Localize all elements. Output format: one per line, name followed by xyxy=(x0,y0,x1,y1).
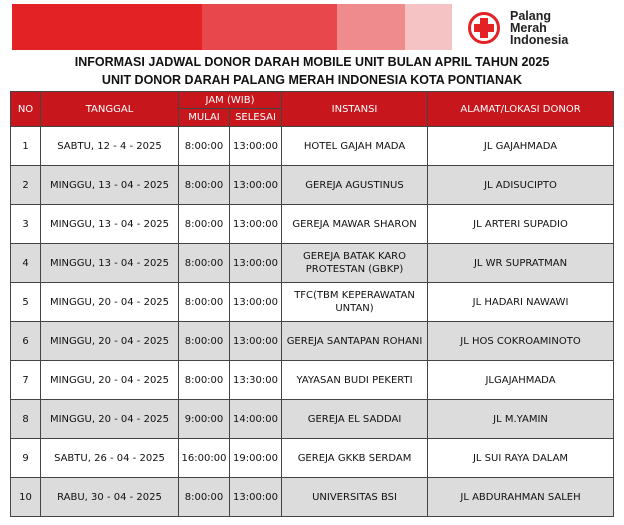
logo-line-2: Merah xyxy=(510,21,547,35)
table-row xyxy=(11,361,614,400)
banner-block-3 xyxy=(337,4,405,50)
cell-mulai: 9:00:00 xyxy=(179,400,230,439)
cell-instansi: TFC(TBM KEPERAWATAN UNTAN) xyxy=(282,283,428,322)
cell-selesai: 13:00:00 xyxy=(230,478,282,517)
red-cross-icon xyxy=(466,10,506,50)
cell-alamat: JL HOS COKROAMINOTO xyxy=(428,322,614,361)
cell-alamat: JL M.YAMIN xyxy=(428,400,614,439)
cell-no: 2 xyxy=(11,166,41,205)
header-selesai: SELESAI xyxy=(230,109,282,127)
cell-selesai: 13:30:00 xyxy=(230,361,282,400)
cell-instansi: GEREJA AGUSTINUS xyxy=(282,166,428,205)
table-row xyxy=(11,205,614,244)
cell-instansi: UNIVERSITAS BSI xyxy=(282,478,428,517)
cell-instansi: GEREJA MAWAR SHARON xyxy=(282,205,428,244)
cell-tanggal: MINGGU, 13 - 04 - 2025 xyxy=(41,205,179,244)
table-row xyxy=(11,439,614,478)
cell-no: 4 xyxy=(11,244,41,283)
top-banner xyxy=(12,4,452,50)
cell-mulai: 8:00:00 xyxy=(179,244,230,283)
cell-instansi: GEREJA BATAK KARO PROTESTAN (GBKP) xyxy=(282,244,428,283)
schedule-table xyxy=(10,91,614,517)
cell-tanggal: MINGGU, 13 - 04 - 2025 xyxy=(41,166,179,205)
cell-no: 8 xyxy=(11,400,41,439)
logo-text xyxy=(510,10,568,46)
cell-alamat: JL ADISUCIPTO xyxy=(428,166,614,205)
cell-tanggal: MINGGU, 20 - 04 - 2025 xyxy=(41,283,179,322)
cell-selesai: 13:00:00 xyxy=(230,322,282,361)
header-no: NO xyxy=(11,92,41,127)
cell-selesai: 13:00:00 xyxy=(230,283,282,322)
header-alamat: ALAMAT/LOKASI DONOR xyxy=(428,92,614,127)
banner-block-4 xyxy=(405,4,452,50)
cell-instansi: GEREJA EL SADDAI xyxy=(282,400,428,439)
cell-mulai: 8:00:00 xyxy=(179,166,230,205)
cell-alamat: JL WR SUPRATMAN xyxy=(428,244,614,283)
cell-tanggal: MINGGU, 13 - 04 - 2025 xyxy=(41,244,179,283)
cell-instansi: HOTEL GAJAH MADA xyxy=(282,127,428,166)
cell-no: 1 xyxy=(11,127,41,166)
cell-tanggal: RABU, 30 - 04 - 2025 xyxy=(41,478,179,517)
cell-instansi: GEREJA GKKB SERDAM xyxy=(282,439,428,478)
cell-selesai: 13:00:00 xyxy=(230,127,282,166)
cell-mulai: 8:00:00 xyxy=(179,478,230,517)
page-subtitle: UNIT DONOR DARAH PALANG MERAH INDONESIA KOTA PONTIANAK xyxy=(101,73,523,87)
cell-tanggal: MINGGU, 20 - 04 - 2025 xyxy=(41,322,179,361)
page-title: INFORMASI JADWAL DONOR DARAH MOBILE UNIT BULAN APRIL TAHUN 2025 xyxy=(74,55,550,69)
table-row xyxy=(11,400,614,439)
cell-no: 5 xyxy=(11,283,41,322)
cell-no: 6 xyxy=(11,322,41,361)
cell-mulai: 16:00:00 xyxy=(179,439,230,478)
table-row xyxy=(11,166,614,205)
logo-line-3: Indonesia xyxy=(510,33,569,47)
cell-alamat: JL HADARI NAWAWI xyxy=(428,283,614,322)
cell-mulai: 8:00:00 xyxy=(179,127,230,166)
cell-alamat: JL SUI RAYA DALAM xyxy=(428,439,614,478)
table-row xyxy=(11,322,614,361)
cell-alamat: JL ABDURAHMAN SALEH xyxy=(428,478,614,517)
cell-no: 3 xyxy=(11,205,41,244)
cell-tanggal: SABTU, 12 - 4 - 2025 xyxy=(41,127,179,166)
cell-alamat: JL ARTERI SUPADIO xyxy=(428,205,614,244)
banner-block-2 xyxy=(202,4,337,50)
cell-tanggal: SABTU, 26 - 04 - 2025 xyxy=(41,439,179,478)
cell-no: 9 xyxy=(11,439,41,478)
cell-alamat: JLGAJAHMADA xyxy=(428,361,614,400)
cell-selesai: 13:00:00 xyxy=(230,205,282,244)
cell-alamat: JL GAJAHMADA xyxy=(428,127,614,166)
cell-tanggal: MINGGU, 20 - 04 - 2025 xyxy=(41,361,179,400)
cell-mulai: 8:00:00 xyxy=(179,361,230,400)
cell-no: 10 xyxy=(11,478,41,517)
cell-instansi: GEREJA SANTAPAN ROHANI xyxy=(282,322,428,361)
cell-mulai: 8:00:00 xyxy=(179,283,230,322)
banner-block-1 xyxy=(12,4,202,50)
cell-instansi: YAYASAN BUDI PEKERTI xyxy=(282,361,428,400)
table-row xyxy=(11,127,614,166)
cell-no: 7 xyxy=(11,361,41,400)
cell-selesai: 19:00:00 xyxy=(230,439,282,478)
cell-selesai: 13:00:00 xyxy=(230,244,282,283)
cell-tanggal: MINGGU, 20 - 04 - 2025 xyxy=(41,400,179,439)
cell-mulai: 8:00:00 xyxy=(179,205,230,244)
header-jam: JAM (WIB) xyxy=(179,92,282,109)
header-mulai: MULAI xyxy=(179,109,230,127)
logo-line-1: Palang xyxy=(510,9,551,23)
header-tanggal: TANGGAL xyxy=(41,92,179,127)
cell-selesai: 14:00:00 xyxy=(230,400,282,439)
cell-selesai: 13:00:00 xyxy=(230,166,282,205)
table-row xyxy=(11,244,614,283)
header-instansi: INSTANSI xyxy=(282,92,428,127)
pmi-logo xyxy=(466,10,568,50)
table-row xyxy=(11,478,614,517)
table-row xyxy=(11,283,614,322)
cell-mulai: 8:00:00 xyxy=(179,322,230,361)
